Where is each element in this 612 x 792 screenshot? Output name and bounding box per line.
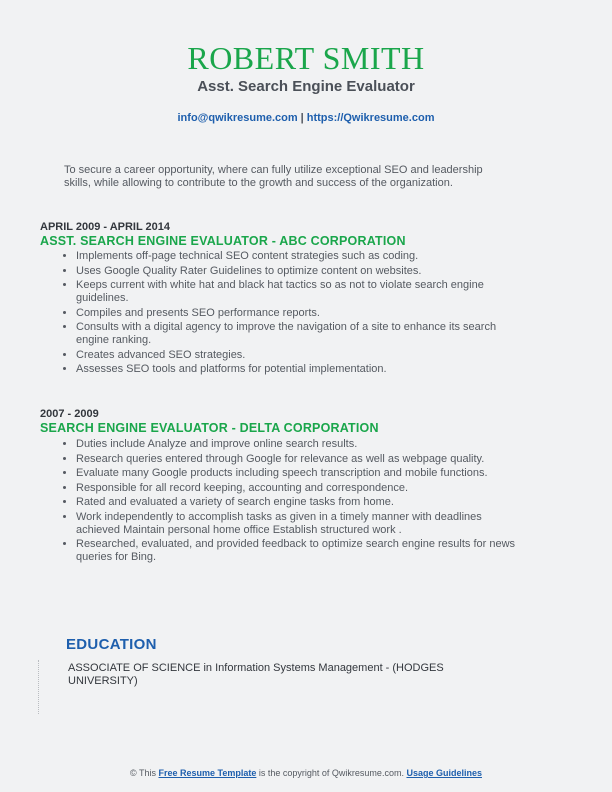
list-item: • Compiles and presents SEO performance reports.: [76, 307, 526, 320]
list-item: • Creates advanced SEO strategies.: [76, 349, 526, 362]
job-1-title: ASST. SEARCH ENGINE EVALUATOR - ABC CORPORATION: [40, 234, 406, 248]
education-heading: EDUCATION: [66, 636, 157, 653]
job-2-bullets: [60, 438, 526, 566]
list-item: • Uses Google Quality Rater Guidelines to optimize content on websites.: [76, 265, 526, 278]
list-item: • Duties include Analyze and improve online search results.: [76, 438, 526, 451]
contact-separator: |: [300, 112, 304, 124]
list-item: • Rated and evaluated a variety of search engine tasks from home.: [76, 496, 526, 509]
job-1-dates: APRIL 2009 - APRIL 2014: [40, 221, 171, 233]
list-item: • Responsible for all record keeping, accounting and correspondence.: [76, 482, 526, 495]
job-1-bullets: [60, 250, 526, 378]
footer-prefix: © This: [130, 768, 156, 778]
job-2-title: SEARCH ENGINE EVALUATOR - DELTA CORPORATION: [40, 421, 379, 435]
education-entry: ASSOCIATE OF SCIENCE in Information Systems Management - (HODGES UNIVERSITY): [68, 662, 444, 687]
contact-line: [0, 112, 612, 124]
summary-text: To secure a career opportunity, where can fully utilize exceptional SEO and leadership skills, while allowing to contribute to the growth and success of the organization.: [64, 164, 483, 189]
list-item: • Work independently to accomplish tasks as given in a timely manner with deadlines achieved Maintain personal home office Establish structured work .: [76, 511, 526, 537]
footer: [0, 768, 612, 778]
list-item: • Research queries entered through Google for relevance as well as webpage quality.: [76, 453, 526, 466]
footer-copyright: is the copyright of Qwikresume.com.: [258, 768, 404, 778]
list-item: • Keeps current with white hat and black hat tactics so as not to violate search engine guidelines.: [76, 279, 526, 305]
list-item: • Researched, evaluated, and provided feedback to optimize search engine results for news queries for Bing.: [76, 538, 526, 564]
job-2-dates: 2007 - 2009: [40, 408, 99, 420]
list-item: • Implements off-page technical SEO content strategies such as coding.: [76, 250, 526, 263]
list-item: • Consults with a digital agency to improve the navigation of a site to enhance its search engine ranking.: [76, 321, 526, 347]
candidate-title: Asst. Search Engine Evaluator: [197, 78, 415, 95]
list-item: • Evaluate many Google products including speech transcription and mobile functions.: [76, 467, 526, 480]
education-divider: [38, 660, 39, 714]
candidate-name: ROBERT SMITH: [187, 40, 425, 76]
list-item: • Assesses SEO tools and platforms for potential implementation.: [76, 363, 526, 376]
email-link[interactable]: info@qwikresume.com: [177, 112, 298, 124]
usage-guidelines-link[interactable]: Usage Guidelines: [406, 768, 482, 778]
website-link[interactable]: https://Qwikresume.com: [306, 112, 435, 124]
free-resume-template-link[interactable]: Free Resume Template: [158, 768, 257, 778]
